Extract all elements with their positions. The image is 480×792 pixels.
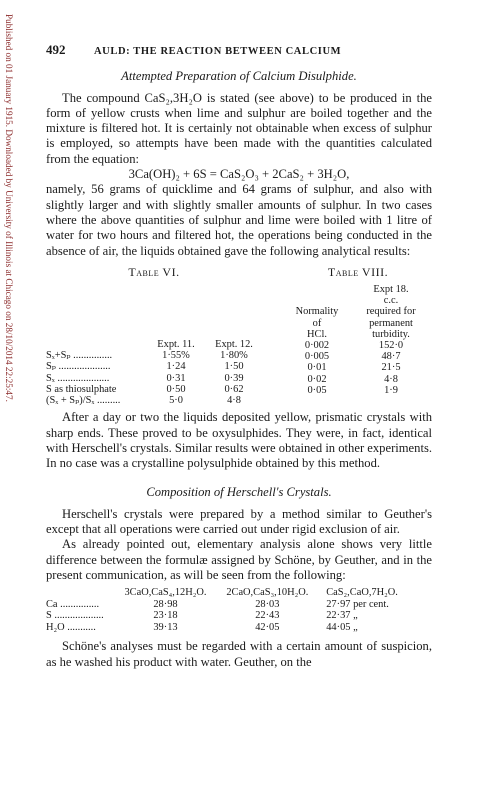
section-heading-herschell: Composition of Herschell's Crystals. [146, 485, 332, 500]
tables-block [46, 264, 432, 407]
table-header-cell: 3CaO,CaS₄,12H₂O. [124, 587, 207, 599]
section-heading-disulphide: Attempted Preparation of Calcium Disulphide. [121, 69, 357, 84]
table-cell: S ................... [46, 610, 104, 622]
table-header-cell: permanent [369, 317, 413, 329]
table-header-cell: Normality [295, 306, 339, 318]
table-header-cell: of [312, 317, 322, 329]
table-header-cell [46, 587, 115, 599]
table-cell: 0·05 [307, 384, 327, 396]
table-row [284, 340, 432, 351]
table-cell: 4·8 [384, 373, 398, 385]
table-row [46, 395, 262, 406]
table-cell: 21·5 [381, 362, 401, 374]
table-header-cell: CaS₂,CaO,7H₂O. [326, 587, 398, 599]
paragraph: Herschell's crystals were prepared by a method similar to Geuther's except that all operations were carried out under rigid exclusion of air. [46, 506, 432, 537]
composition-table [46, 587, 432, 633]
table-title: Table VI. [128, 264, 180, 279]
running-header [46, 42, 432, 59]
table-cell: 39·13 [153, 621, 178, 633]
table-cell: 152·0 [378, 340, 404, 352]
table-cell: 0·50 [166, 383, 186, 395]
table-header-cell [46, 339, 146, 350]
table-row [46, 361, 262, 372]
table-cell: 44·05 „ [326, 621, 358, 633]
table-header-row [284, 329, 432, 340]
equation: 3Ca(OH)₂ + 6S = CaS₂O₃ + 2CaS₂ + 3H₂O, [128, 167, 350, 182]
table-cell: 1·50 [224, 361, 244, 373]
table-title: Table VIII. [327, 264, 389, 279]
table-header-row [284, 295, 432, 306]
table-cell: 0·005 [304, 351, 330, 363]
table-cell: 0·002 [304, 340, 330, 352]
table-header-cell: HCl. [307, 328, 327, 340]
paragraph: namely, 56 grams of quicklime and 64 grams of sulphur, and also with slightly larger and with slightly smaller amounts of sulphur. In two cases where the above quantities of sulphur and lime were boiled with 1 litre of water for two hours and filtered hot, the operations being conducted in the absence of air, the liquids obtained gave the following analytical results: [46, 182, 432, 258]
table-header-cell [284, 295, 350, 306]
table-row [46, 610, 432, 622]
table-cell: 0·02 [307, 373, 327, 385]
table-cell: (Sₓ + Sₚ)/Sₓ ......... [46, 395, 121, 407]
table-cell: 0·01 [307, 362, 327, 374]
running-title: AULD: THE REACTION BETWEEN CALCIUM [94, 46, 342, 57]
table-cell: 5·0 [169, 395, 183, 407]
table-header-cell: Expt. 12. [215, 339, 253, 351]
table-header-cell: turbidity. [372, 328, 410, 340]
table-row [284, 362, 432, 373]
table-row [46, 373, 262, 384]
table-cell: S as thiosulphate [46, 383, 117, 395]
table-cell: 0·31 [166, 372, 186, 384]
table-cell: 48·7 [381, 351, 401, 363]
paragraph: Schöne's analyses must be regarded with a certain amount of suspicion, as he washed his product with water. Geuther, on the [46, 639, 432, 669]
download-notice [2, 14, 16, 574]
table-cell: 0·39 [224, 372, 244, 384]
table-cell: 1·24 [166, 361, 186, 373]
table-cell: 1·9 [384, 384, 398, 396]
table-cell: 28·03 [255, 598, 280, 610]
table-header-row [46, 587, 432, 599]
table-header-cell: c.c. [383, 295, 399, 307]
table-cell: 22·43 [255, 610, 280, 622]
paragraph: The compound CaS₂,3H₂O is stated (see above) to be produced in the form of yellow crusts when lime and sulphur are boiled together and the mixture is filtered hot. It is certainly not obtainable when excess of sulphur is employed, so attempts have been made with the quantities calculated from the equation: [46, 90, 432, 166]
table-row [46, 384, 262, 395]
table-cell: 4·8 [227, 395, 241, 407]
table-vi [46, 264, 262, 407]
table-row [46, 599, 432, 611]
table-cell: 0·62 [224, 383, 244, 395]
table-cell: 23·18 [153, 610, 178, 622]
download-notice-text: Published on 01 January 1915. Downloaded by University of Illinois at Chicago on 28/10/2014 22:25:47. [4, 14, 14, 402]
table-row [284, 385, 432, 396]
table-cell: Sₓ+Sₚ ............... [46, 350, 113, 362]
table-cell: H₂O ........... [46, 621, 96, 633]
table-header-cell [284, 284, 350, 295]
table-header-row [284, 284, 432, 295]
table-cell: Sₓ .................... [46, 372, 110, 384]
table-header-cell: Expt 18. [373, 284, 409, 296]
table-cell: 1·80% [220, 350, 248, 362]
paragraph: As already pointed out, elementary analysis alone shows very little difference between the formulæ assigned by Schöne, by Geuther, and in the present communication, as will be seen from the following: [46, 537, 432, 582]
table-cell: 27·97 per cent. [326, 598, 389, 610]
table-header-row [284, 318, 432, 329]
table-cell: Ca ............... [46, 598, 100, 610]
table-cell: Sₚ .................... [46, 361, 111, 373]
table-row [284, 351, 432, 362]
table-header-cell: Expt. 11. [157, 339, 195, 351]
table-row [284, 374, 432, 385]
table-cell: 22·37 „ [326, 610, 358, 622]
page-body [46, 42, 432, 670]
table-header-row [284, 306, 432, 317]
table-cell: 1·55% [162, 350, 190, 362]
table-header-cell: required for [366, 306, 416, 318]
table-row [46, 350, 262, 361]
table-header-cell: 2CaO,CaS₃,10H₂O. [226, 587, 309, 599]
page-number: 492 [46, 42, 66, 57]
table-cell: 28·98 [153, 598, 178, 610]
table-viii [284, 264, 432, 406]
table-header-row [46, 339, 262, 350]
table-cell: 42·05 [255, 621, 280, 633]
table-row [46, 622, 432, 634]
paragraph: After a day or two the liquids deposited yellow, prismatic crystals with sharp ends. These proved to be oxysulphides. They were, in fact, identical with Herschell's crystals. Similar results were obtained in other experiments. In no case was a crystalline polysulphide obtained by this method. [46, 410, 432, 471]
